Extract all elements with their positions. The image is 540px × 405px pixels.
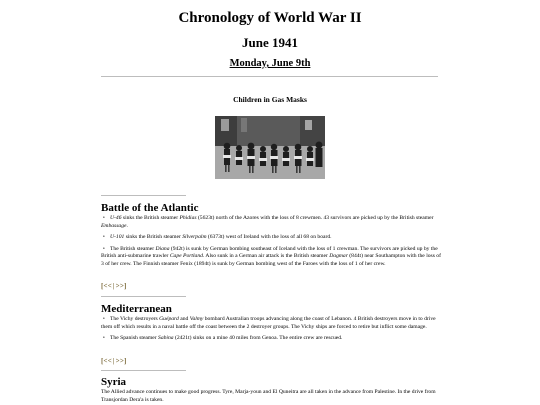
list-item: • The Vichy destroyers Guépard and Valmy bombard Australian troops advancing along the coast of Lebanon. 4 British destroyers move in to drive them off which results in a naval battle off the coast between the 2 destroyer groups. The Vichy ships are forced to retire but inflict some damage. xyxy=(101,316,436,330)
section-body-mediterranean xyxy=(101,316,441,343)
divider xyxy=(101,76,438,77)
bullet-icon: • xyxy=(103,317,105,322)
section-heading-atlantic: Battle of the Atlantic xyxy=(101,202,199,214)
section-divider xyxy=(101,296,186,297)
nav-arrows xyxy=(101,357,127,365)
next-link[interactable]: >>] xyxy=(115,357,127,365)
section-heading-mediterranean: Mediterranean xyxy=(101,303,172,315)
nav-separator: | xyxy=(112,282,115,290)
section-divider xyxy=(101,370,186,371)
date-link[interactable]: Monday, June 9th xyxy=(229,58,311,69)
section-heading-syria: Syria xyxy=(101,376,127,388)
nav-separator: | xyxy=(112,357,115,365)
list-item: • The British steamer Diana (942t) is sunk by German bombing southeast of Iceland with the loss of 1 crewman. The survivors are picked up by the British anti-submarine trawler Cape Portland. Also sunk in a German air attack is the British steamer Dagmar (844t) near Southampton with the loss of 3 of her crew. The Finnish steamer Fenix (1894t) is sunk by German bombing west of the Faroes with the loss of 1 of her crew. xyxy=(101,245,441,267)
bullet-icon: • xyxy=(103,235,105,240)
list-item: • U-46 sinks the British steamer Phidias (5623t) north of the Azores with the loss of 8 crewmen. 43 survivors are picked up by the British steamer Embassage. xyxy=(101,215,434,229)
bullet-icon: • xyxy=(103,336,105,341)
section-body-syria: The Allied advance continues to make good progress. Tyre, Marja-youn and El Quneitra are all taken in the advance from Palestine. In the drive from Transjordan Dera'a is taken. xyxy=(101,389,436,403)
list-item: • U-101 sinks the British steamer Silverpalm (6373t) west of Ireland with the loss of all 68 on board. xyxy=(103,234,332,240)
children-gas-masks-photo xyxy=(215,116,325,179)
section-body-atlantic xyxy=(101,215,441,268)
previous-link[interactable]: [<< xyxy=(101,357,112,365)
bullet-icon: • xyxy=(103,216,105,221)
month-heading: June 1941 xyxy=(242,35,298,50)
bullet-icon: • xyxy=(103,246,105,252)
previous-link[interactable]: [<< xyxy=(101,282,112,290)
list-item: • The Spanish steamer Sabina (2421t) sinks on a mine 40 miles from Genoa. The entire crew are rescued. xyxy=(103,335,343,341)
photo-caption: Children in Gas Masks xyxy=(233,95,307,104)
nav-arrows xyxy=(101,282,127,290)
section-divider xyxy=(101,195,186,196)
page-title: Chronology of World War II xyxy=(178,10,362,26)
next-link[interactable]: >>] xyxy=(115,282,127,290)
